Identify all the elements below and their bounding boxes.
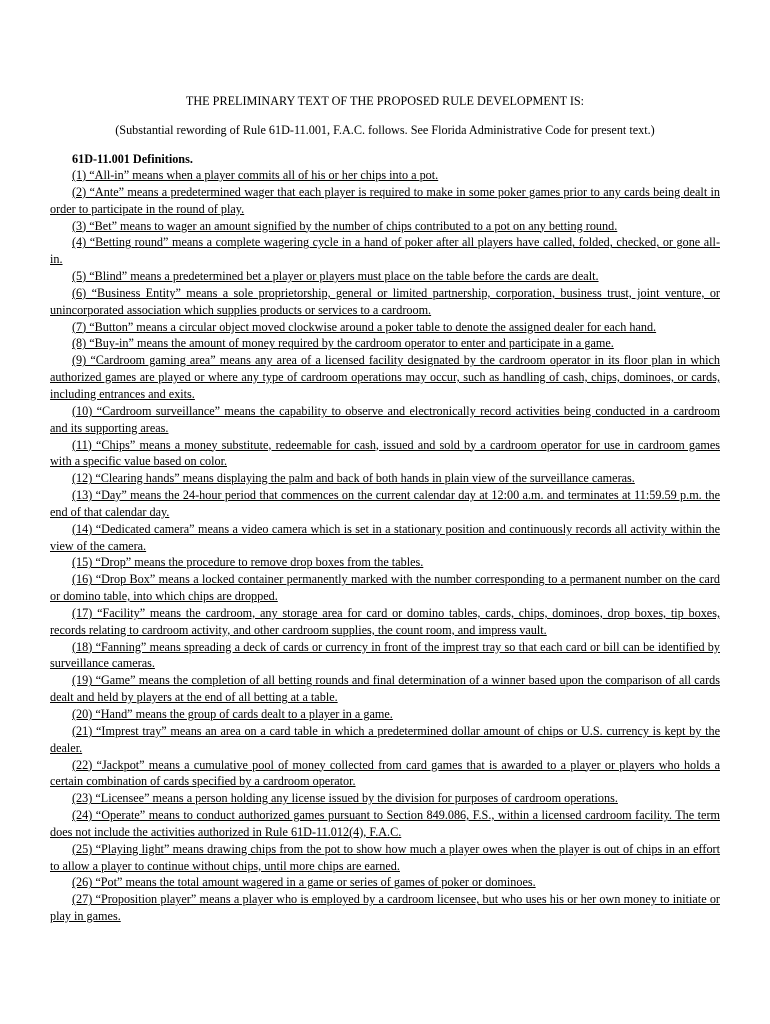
definition-item: (18) “Fanning” means spreading a deck of cards or currency in front of the imprest tray so that each card or bill can be identified by surveillance cameras. — [50, 639, 720, 671]
definitions-list — [50, 167, 720, 925]
definition-item: (3) “Bet” means to wager an amount signified by the number of chips contributed to a pot on any betting round. — [72, 218, 618, 233]
definition-item: (9) “Cardroom gaming area” means any area of a licensed facility designated by the cardroom operator in its floor plan in which authorized games are played or where any type of cardroom operations may occur, such as handling of cash, chips, dominoes, or cards, including entrances and exits. — [50, 353, 720, 401]
document-page — [50, 93, 720, 925]
rule-heading: 61D-11.001 Definitions. — [72, 152, 193, 166]
definition-item: (11) “Chips” means a money substitute, redeemable for cash, issued and sold by a cardroom operator for use in cardroom games with a specific value based on color. — [50, 437, 720, 469]
definition-item: (5) “Blind” means a predetermined bet a player or players must place on the table before the cards are dealt. — [72, 269, 599, 284]
definition-item: (22) “Jackpot” means a cumulative pool of money collected from card games that is awarded to a player or players who holds a certain combination of cards specified by a cardroom operator. — [50, 757, 720, 789]
definition-item: (21) “Imprest tray” means an area on a card table in which a predetermined dollar amount of chips or U.S. currency is kept by the dealer. — [50, 723, 720, 755]
definition-item: (10) “Cardroom surveillance” means the capability to observe and electronically record activities being conducted in a cardroom and its supporting areas. — [50, 403, 720, 435]
definition-item: (16) “Drop Box” means a locked container permanently marked with the number corresponding to a permanent number on the card or domino table, into which chips are dropped. — [50, 572, 720, 604]
definition-item: (7) “Button” means a circular object moved clockwise around a poker table to denote the assigned dealer for each hand. — [72, 319, 657, 334]
definition-item: (20) “Hand” means the group of cards dealt to a player in a game. — [72, 707, 393, 721]
definition-item: (2) “Ante” means a predetermined wager that each player is required to make in some poker games prior to any cards being dealt in order to participate in the round of play. — [50, 184, 720, 216]
definition-item: (17) “Facility” means the cardroom, any storage area for card or domino tables, cards, chips, dominoes, drop boxes, tip boxes, records relating to cardroom activity, and other cardroom supplies, the count room, and impress vault. — [50, 605, 720, 637]
definition-item: (27) “Proposition player” means a player who is employed by a cardroom licensee, but who uses his or her own money to initiate or play in games. — [50, 892, 720, 924]
definition-item: (25) “Playing light” means drawing chips from the pot to show how much a player owes when the player is out of chips in an effort to allow a player to continue without chips, until more chips are earned. — [50, 841, 720, 873]
definition-item: (14) “Dedicated camera” means a video camera which is set in a stationary position and continuously records all activity within the view of the camera. — [50, 521, 720, 553]
definition-item: (1) “All-in” means when a player commits all of his or her chips into a pot. — [72, 168, 439, 182]
document-title: THE PRELIMINARY TEXT OF THE PROPOSED RULE DEVELOPMENT IS: — [185, 94, 585, 108]
definition-item: (23) “Licensee” means a person holding any license issued by the division for purposes of cardroom operations. — [72, 791, 618, 806]
rewording-note: (Substantial rewording of Rule 61D-11.001, F.A.C. follows. See Florida Administrative Code for present text.) — [115, 123, 655, 137]
definition-item: (15) “Drop” means the procedure to remove drop boxes from the tables. — [72, 555, 424, 570]
definition-item: (8) “Buy-in” means the amount of money required by the cardroom operator to enter and participate in a game. — [72, 336, 614, 351]
definition-item: (24) “Operate” means to conduct authorized games pursuant to Section 849.086, F.S., within a licensed cardroom facility. The term does not include the activities authorized in Rule 61D-11.012(4), F.A.C. — [50, 808, 720, 839]
definition-item: (6) “Business Entity” means a sole proprietorship, general or limited partnership, corporation, business trust, joint venture, or unincorporated association which supplies products or services to a cardroom. — [50, 285, 720, 317]
definition-item: (26) “Pot” means the total amount wagered in a game or series of games of poker or dominoes. — [72, 875, 536, 890]
definition-item: (13) “Day” means the 24-hour period that commences on the current calendar day at 12:00 a.m. and terminates at 11:59.59 p.m. the end of that calendar day. — [50, 488, 720, 519]
definition-item: (19) “Game” means the completion of all betting rounds and final determination of a winner based upon the comparison of all cards dealt and held by players at the end of all betting at a table. — [50, 673, 720, 705]
definition-item: (12) “Clearing hands” means displaying the palm and back of both hands in plain view of the surveillance cameras. — [72, 471, 635, 486]
definition-item: (4) “Betting round” means a complete wagering cycle in a hand of poker after all players have called, folded, checked, or gone all-in. — [50, 235, 720, 267]
